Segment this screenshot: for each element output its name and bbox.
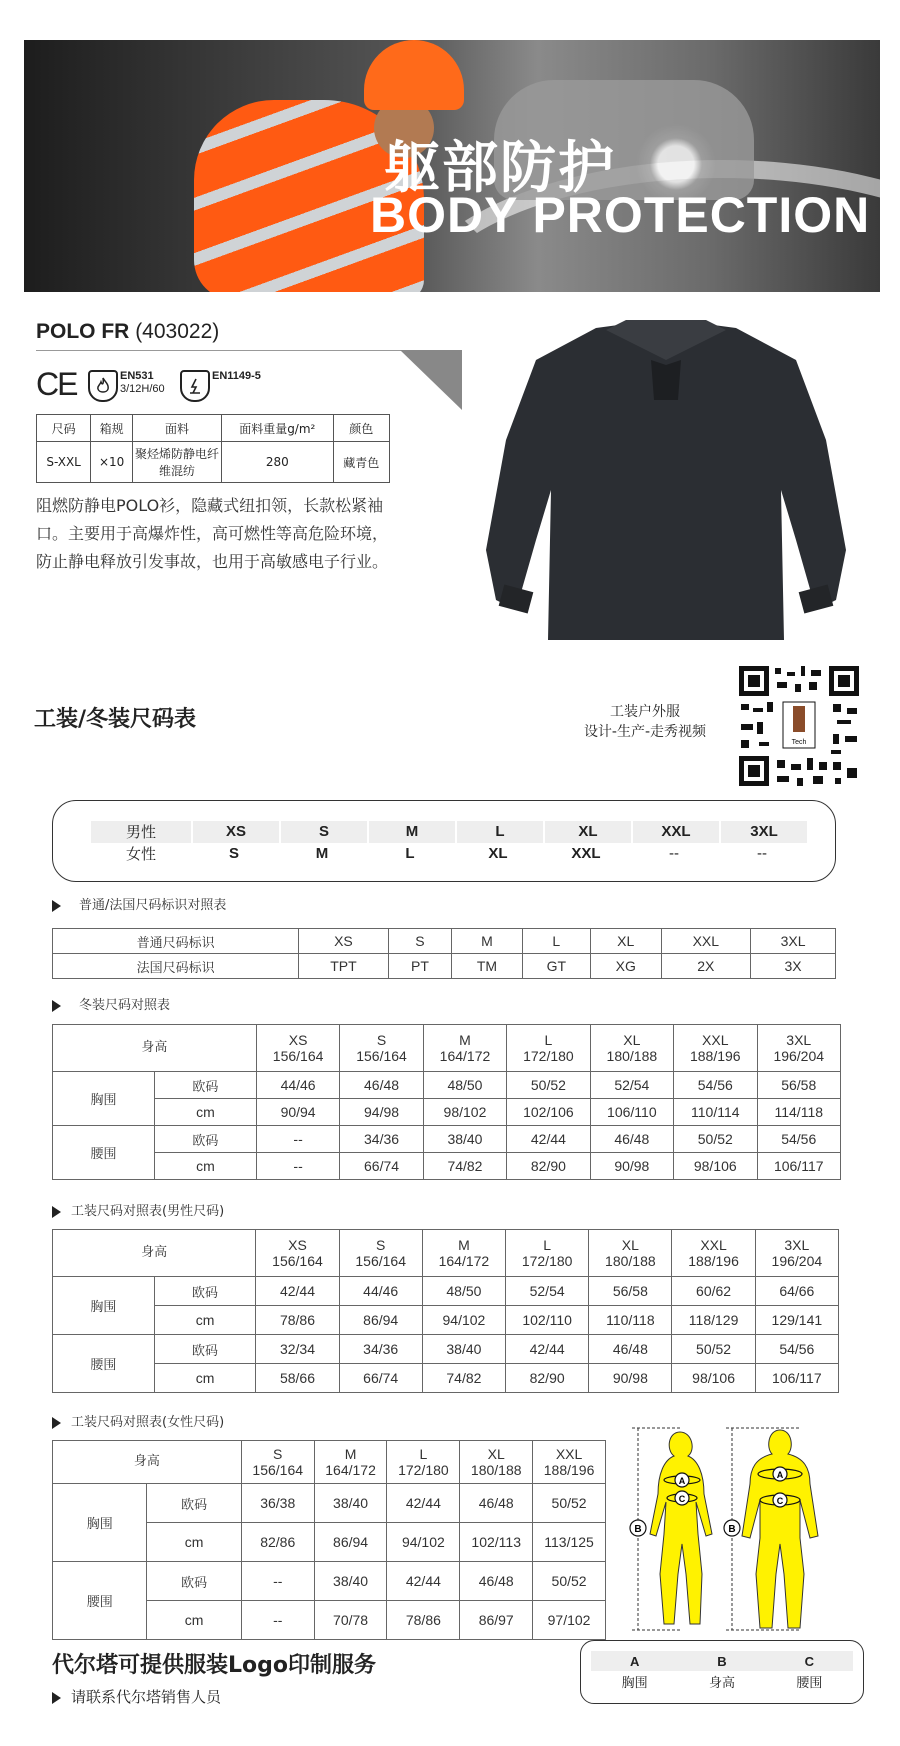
spec-header-weight: 面料重量g/m² xyxy=(221,415,333,442)
qr-caption-line2: 设计-生产-走秀视频 xyxy=(583,724,707,740)
women-size: M xyxy=(315,845,329,862)
women-size-table xyxy=(52,1440,606,1640)
spec-header-row xyxy=(37,415,390,442)
table-cell: 98/102 xyxy=(423,1099,506,1126)
height-label: 身高 xyxy=(53,1441,242,1484)
size-height-cell: 3XL 196/204 xyxy=(757,1025,841,1072)
table-cell: PT xyxy=(388,954,451,979)
table-cell: 82/90 xyxy=(506,1364,589,1393)
table-row xyxy=(53,1364,839,1393)
table-cell: 74/82 xyxy=(422,1364,505,1393)
table-cell: 56/58 xyxy=(757,1072,841,1099)
product-name xyxy=(36,320,219,344)
eu-label: 欧码 xyxy=(147,1562,241,1601)
table-cell: 90/94 xyxy=(256,1099,339,1126)
spec-value-box: ×10 xyxy=(91,442,133,483)
en531-label xyxy=(120,370,165,396)
size-height-cell: M 164/172 xyxy=(314,1441,387,1484)
table-cell: 56/58 xyxy=(589,1277,672,1306)
table-cell: 50/52 xyxy=(674,1126,757,1153)
chest-label: 胸围 xyxy=(53,1277,155,1335)
table-cell: 64/66 xyxy=(755,1277,838,1306)
body-measurement-figures xyxy=(620,1424,890,1634)
spec-header-size: 尺码 xyxy=(37,415,91,442)
cm-label: cm xyxy=(154,1099,256,1126)
table-cell: 34/36 xyxy=(339,1335,422,1364)
men-label: 男性 xyxy=(91,821,191,843)
table-cell: 74/82 xyxy=(423,1153,506,1180)
table-cell: 106/117 xyxy=(755,1364,838,1393)
table-row xyxy=(53,1484,606,1523)
table-cell: 102/110 xyxy=(506,1306,589,1335)
table-cell: 44/46 xyxy=(256,1072,339,1099)
table-cell: 46/48 xyxy=(460,1562,533,1601)
waist-label: 腰围 xyxy=(53,1562,147,1640)
spec-value-row xyxy=(37,442,390,483)
contact-text: 请联系代尔塔销售人员 xyxy=(71,1688,222,1706)
waist-label: 腰围 xyxy=(53,1126,155,1180)
size-height-cell: XS 156/164 xyxy=(256,1230,339,1277)
table-row xyxy=(53,1230,839,1277)
table-cell: 86/97 xyxy=(460,1601,533,1640)
french-table-heading xyxy=(52,894,226,913)
women-table-heading xyxy=(52,1411,224,1430)
arrow-right-icon xyxy=(52,1206,61,1218)
row-label: 法国尺码标识 xyxy=(53,954,299,979)
table-row xyxy=(53,1153,841,1180)
table-row xyxy=(53,1072,841,1099)
size-height-cell: XS 156/164 xyxy=(256,1025,339,1072)
table-cell: XXL xyxy=(661,929,751,954)
size-chart-title: 工装/冬装尺码表 xyxy=(34,707,197,732)
table-cell: GT xyxy=(522,954,590,979)
flame-shield-icon xyxy=(88,370,118,402)
table-cell: 42/44 xyxy=(256,1277,339,1306)
spec-value-weight: 280 xyxy=(221,442,333,483)
chest-label: 胸围 xyxy=(53,1484,147,1562)
table-cell: 42/44 xyxy=(507,1126,590,1153)
table-row xyxy=(53,1025,841,1072)
table-cell: 50/52 xyxy=(533,1484,606,1523)
french-size-table xyxy=(52,928,836,979)
table-cell: 90/98 xyxy=(590,1153,673,1180)
table-cell: XL xyxy=(590,929,661,954)
table-cell: 38/40 xyxy=(422,1335,505,1364)
eu-label: 欧码 xyxy=(154,1335,256,1364)
table-cell: 58/66 xyxy=(256,1364,339,1393)
women-size: L xyxy=(405,845,415,862)
table-cell: 42/44 xyxy=(506,1335,589,1364)
french-table-title: 普通/法国尺码标识对照表 xyxy=(79,898,227,913)
size-height-cell: S 156/164 xyxy=(340,1025,423,1072)
legend-letter: B xyxy=(678,1651,765,1671)
legend-meaning: 胸围 xyxy=(621,1676,648,1691)
arrow-right-icon xyxy=(52,900,61,912)
eu-label: 欧码 xyxy=(154,1277,256,1306)
table-cell: 34/36 xyxy=(340,1126,423,1153)
women-size: -- xyxy=(757,845,767,862)
arrow-right-icon xyxy=(52,1692,61,1704)
size-height-cell: S 156/164 xyxy=(339,1230,422,1277)
female-marker-a: A xyxy=(678,1476,686,1486)
female-marker-b: B xyxy=(634,1524,642,1535)
table-cell: 102/113 xyxy=(460,1523,533,1562)
men-size-row xyxy=(91,821,809,843)
table-cell: 50/52 xyxy=(533,1562,606,1601)
product-divider xyxy=(36,350,460,351)
men-size: XL xyxy=(545,821,631,843)
en531-sub: 3/12H/60 xyxy=(120,383,165,395)
product-description: 阻燃防静电POLO衫，隐藏式纽扣领，长款松紧袖口。主要用于高爆炸性，高可燃性等高危险环境，防止静电释放引发事故，也用于高敏感电子行业。 xyxy=(36,496,389,571)
table-cell: 38/40 xyxy=(423,1126,506,1153)
eu-label: 欧码 xyxy=(147,1484,241,1523)
men-size: L xyxy=(457,821,543,843)
men-size: M xyxy=(369,821,455,843)
size-height-cell: XXL 188/196 xyxy=(533,1441,606,1484)
table-cell: 78/86 xyxy=(256,1306,339,1335)
table-cell: XG xyxy=(590,954,661,979)
table-row xyxy=(53,1306,839,1335)
waist-label: 腰围 xyxy=(53,1335,155,1393)
table-cell: 97/102 xyxy=(533,1601,606,1640)
table-row xyxy=(53,1126,841,1153)
male-figure xyxy=(724,1428,818,1630)
table-cell: 52/54 xyxy=(506,1277,589,1306)
spec-header-fabric: 面料 xyxy=(132,415,221,442)
table-cell: 38/40 xyxy=(314,1484,387,1523)
product-model: POLO FR xyxy=(36,320,130,343)
size-height-cell: XXL 188/196 xyxy=(674,1025,757,1072)
table-row xyxy=(53,1562,606,1601)
men-size: XXL xyxy=(633,821,719,843)
legend-letter: C xyxy=(766,1651,853,1671)
table-cell: 94/102 xyxy=(422,1306,505,1335)
qr-code[interactable] xyxy=(737,664,861,788)
size-height-cell: XXL 188/196 xyxy=(672,1230,755,1277)
table-row xyxy=(53,929,836,954)
spec-table xyxy=(36,414,390,483)
table-cell: 70/78 xyxy=(314,1601,387,1640)
women-size: XXL xyxy=(571,845,601,862)
eu-label: 欧码 xyxy=(154,1072,256,1099)
size-height-cell: M 164/172 xyxy=(423,1025,506,1072)
legend-meanings-row xyxy=(591,1671,853,1692)
chest-label: 胸围 xyxy=(53,1072,155,1126)
measurement-legend xyxy=(580,1640,864,1704)
table-cell: 48/50 xyxy=(422,1277,505,1306)
table-cell: 46/48 xyxy=(590,1126,673,1153)
table-row xyxy=(53,1099,841,1126)
men-size-table xyxy=(52,1229,839,1393)
table-cell: 110/114 xyxy=(674,1099,757,1126)
table-row xyxy=(53,954,836,979)
table-cell: 54/56 xyxy=(755,1335,838,1364)
en1149-label: EN1149-5 xyxy=(212,370,261,382)
legend-table xyxy=(591,1651,853,1692)
table-cell: 38/40 xyxy=(314,1562,387,1601)
size-height-cell: S 156/164 xyxy=(241,1441,314,1484)
banner xyxy=(24,40,880,292)
spec-value-color: 藏青色 xyxy=(333,442,389,483)
product-code: (403022) xyxy=(135,320,220,343)
table-cell: 113/125 xyxy=(533,1523,606,1562)
en531-code: EN531 xyxy=(120,370,154,382)
row-label: 普通尺码标识 xyxy=(53,929,299,954)
logo-service-title: 代尔塔可提供服装Logo印制服务 xyxy=(52,1653,376,1678)
women-size: S xyxy=(228,845,239,862)
women-size: -- xyxy=(669,845,679,862)
polo-shirt-image xyxy=(466,320,866,650)
spec-value-fabric: 聚烃烯防静电纤维混纺 xyxy=(132,442,221,483)
table-cell: 110/118 xyxy=(589,1306,672,1335)
male-marker-b: B xyxy=(728,1524,736,1535)
table-cell: 46/48 xyxy=(340,1072,423,1099)
table-cell: 2X xyxy=(661,954,751,979)
arrow-right-icon xyxy=(52,1417,61,1429)
table-cell: TM xyxy=(452,954,523,979)
legend-letter: A xyxy=(591,1651,678,1671)
table-row xyxy=(53,1277,839,1306)
men-table-title: 工装尺码对照表(男性尺码) xyxy=(71,1204,225,1219)
cm-label: cm xyxy=(154,1306,256,1335)
table-cell: 42/44 xyxy=(387,1484,460,1523)
height-label: 身高 xyxy=(53,1230,256,1277)
male-marker-c: C xyxy=(776,1496,784,1506)
male-marker-a: A xyxy=(776,1470,784,1480)
banner-title-cn: 躯部防护 xyxy=(384,136,616,201)
table-cell: 102/106 xyxy=(507,1099,590,1126)
table-cell: -- xyxy=(241,1601,314,1640)
table-cell: 54/56 xyxy=(674,1072,757,1099)
size-height-cell: M 164/172 xyxy=(422,1230,505,1277)
spec-header-box: 箱规 xyxy=(91,415,133,442)
table-cell: 60/62 xyxy=(672,1277,755,1306)
table-cell: 46/48 xyxy=(460,1484,533,1523)
gender-size-map xyxy=(52,800,836,882)
legend-meaning: 腰围 xyxy=(796,1676,823,1691)
table-cell: 86/94 xyxy=(314,1523,387,1562)
table-row xyxy=(53,1441,606,1484)
table-cell: 54/56 xyxy=(757,1126,841,1153)
table-cell: 3XL xyxy=(751,929,836,954)
banner-title-en: BODY PROTECTION xyxy=(370,187,871,243)
table-cell: 82/90 xyxy=(507,1153,590,1180)
spec-value-size: S-XXL xyxy=(37,442,91,483)
qr-caption-line1: 工装户外服 xyxy=(610,704,680,720)
table-cell: 66/74 xyxy=(339,1364,422,1393)
men-size: XS xyxy=(193,821,279,843)
table-cell: 44/46 xyxy=(339,1277,422,1306)
table-cell: 46/48 xyxy=(589,1335,672,1364)
qr-tech-label: Tech xyxy=(791,739,807,746)
legend-letters-row xyxy=(591,1651,853,1671)
table-cell: 82/86 xyxy=(241,1523,314,1562)
ce-mark-icon: CE xyxy=(36,366,77,402)
size-height-cell: L 172/180 xyxy=(506,1230,589,1277)
cm-label: cm xyxy=(147,1601,241,1640)
table-cell: 86/94 xyxy=(339,1306,422,1335)
women-size: XL xyxy=(488,845,508,862)
table-cell: 48/50 xyxy=(423,1072,506,1099)
size-height-cell: XL 180/188 xyxy=(590,1025,673,1072)
table-cell: M xyxy=(452,929,523,954)
table-cell: -- xyxy=(256,1126,339,1153)
table-cell: 66/74 xyxy=(340,1153,423,1180)
table-cell: -- xyxy=(256,1153,339,1180)
table-cell: 98/106 xyxy=(674,1153,757,1180)
men-size: 3XL xyxy=(721,821,807,843)
table-cell: 129/141 xyxy=(755,1306,838,1335)
antistatic-shield-icon xyxy=(180,370,210,402)
size-height-cell: L 172/180 xyxy=(507,1025,590,1072)
table-cell: TPT xyxy=(299,954,389,979)
men-table-heading xyxy=(52,1200,224,1219)
spec-header-color: 颜色 xyxy=(333,415,389,442)
size-height-cell: L 172/180 xyxy=(387,1441,460,1484)
table-cell: 106/117 xyxy=(757,1153,841,1180)
table-cell: 52/54 xyxy=(590,1072,673,1099)
women-table-title: 工装尺码对照表(女性尺码) xyxy=(71,1415,225,1430)
women-size-row xyxy=(91,843,805,865)
table-cell: 106/110 xyxy=(590,1099,673,1126)
table-cell: 94/98 xyxy=(340,1099,423,1126)
arrow-right-icon xyxy=(52,1000,61,1012)
logo-service-contact xyxy=(52,1686,221,1707)
winter-size-table xyxy=(52,1024,841,1180)
table-cell: 98/106 xyxy=(672,1364,755,1393)
table-cell: 50/52 xyxy=(507,1072,590,1099)
cm-label: cm xyxy=(154,1153,256,1180)
table-cell: 78/86 xyxy=(387,1601,460,1640)
female-figure xyxy=(630,1428,712,1630)
female-marker-c: C xyxy=(678,1494,686,1504)
table-cell: 90/98 xyxy=(589,1364,672,1393)
table-cell: 50/52 xyxy=(672,1335,755,1364)
winter-table-heading xyxy=(52,994,170,1013)
table-cell: -- xyxy=(241,1562,314,1601)
cm-label: cm xyxy=(154,1364,256,1393)
cm-label: cm xyxy=(147,1523,241,1562)
table-row xyxy=(53,1335,839,1364)
qr-caption xyxy=(560,702,730,742)
table-cell: 3X xyxy=(751,954,836,979)
table-cell: L xyxy=(522,929,590,954)
legend-meaning: 身高 xyxy=(708,1676,735,1691)
table-cell: 42/44 xyxy=(387,1562,460,1601)
table-cell: 32/34 xyxy=(256,1335,339,1364)
table-cell: XS xyxy=(299,929,389,954)
size-height-cell: 3XL 196/204 xyxy=(755,1230,838,1277)
table-cell: 36/38 xyxy=(241,1484,314,1523)
winter-table-title: 冬装尺码对照表 xyxy=(79,998,171,1013)
eu-label: 欧码 xyxy=(154,1126,256,1153)
table-cell: 94/102 xyxy=(387,1523,460,1562)
height-label: 身高 xyxy=(53,1025,257,1072)
table-cell: 118/129 xyxy=(672,1306,755,1335)
men-size: S xyxy=(281,821,367,843)
table-cell: 114/118 xyxy=(757,1099,841,1126)
women-label: 女性 xyxy=(125,845,156,863)
product-corner-triangle xyxy=(400,350,462,410)
table-cell: S xyxy=(388,929,451,954)
size-height-cell: XL 180/188 xyxy=(460,1441,533,1484)
banner-helmet xyxy=(364,40,464,110)
size-height-cell: XL 180/188 xyxy=(589,1230,672,1277)
